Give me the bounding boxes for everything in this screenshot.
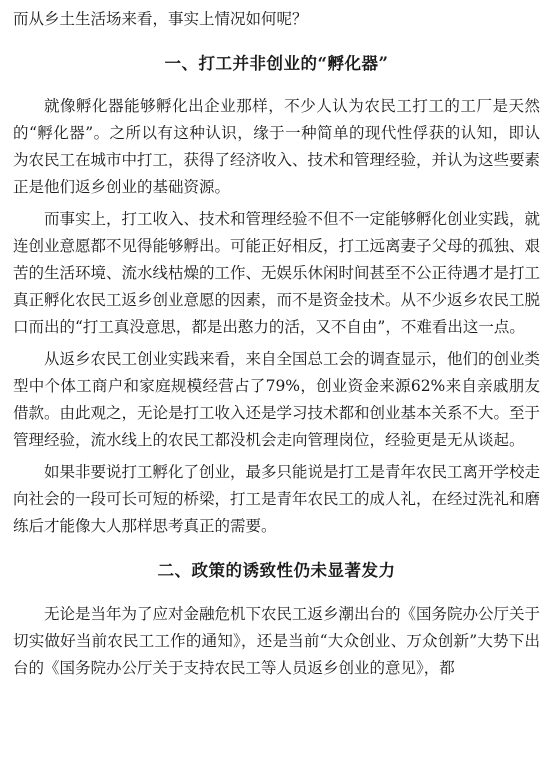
section-heading-2: 二、政策的诱致性仍未显著发力 xyxy=(157,561,396,580)
paragraph: 就像孵化器能够孵化出企业那样，不少人认为农民工打工的工厂是天然的“孵化器”。之所以有这种认识，缘于一种简单的现代性俘获的认知，即认为农民工在城市中打工，获得了经济收入、技术和管理经验，并认为这些要素正是他们返乡创业的基础资源。 xyxy=(13,97,541,196)
section-heading-1: 一、打工并非创业的“孵化器” xyxy=(164,54,389,73)
paragraph: 从返乡农民工创业实践来看，来自全国总工会的调查显示，他们的创业类型中个体工商户和家庭规模经营占了79%，创业资金来源62%来自亲戚朋友借款。由此观之，无论是打工收入还是学习技术都和创业基本关系不大。至于管理经验，流水线上的农民工都没机会走向管理岗位，经验更是无从谈起。 xyxy=(13,350,541,449)
intro-line: 而从乡土生活场来看，事实上情况如何呢？ xyxy=(13,10,308,28)
paragraph: 如果非要说打工孵化了创业，最多只能说是打工是青年农民工离开学校走向社会的一段可长可短的桥梁，打工是青年农民工的成人礼，在经过洗礼和磨练后才能像大人那样思考真正的需要。 xyxy=(13,463,541,535)
paragraph: 而事实上，打工收入、技术和管理经验不但不一定能够孵化创业实践，就连创业意愿都不见得能够孵出。可能正好相反，打工远离妻子父母的孤独、艰苦的生活环境、流水线枯燥的工作、无娱乐休闲时间甚至不公正待遇才是打工真正孵化农民工返乡创业意愿的因素，而不是资金技术。从不少返乡农民工脱口而出的“打工真没意思，都是出憨力的活，又不自由”，不难看出这一点。 xyxy=(13,210,541,336)
paragraph: 无论是当年为了应对金融危机下农民工返乡潮出台的《国务院办公厅关于切实做好当前农民工工作的通知》，还是当前“大众创业、万众创新”大势下出台的《国务院办公厅关于支持农民工等人员返乡创业的意见》，都 xyxy=(13,605,541,677)
